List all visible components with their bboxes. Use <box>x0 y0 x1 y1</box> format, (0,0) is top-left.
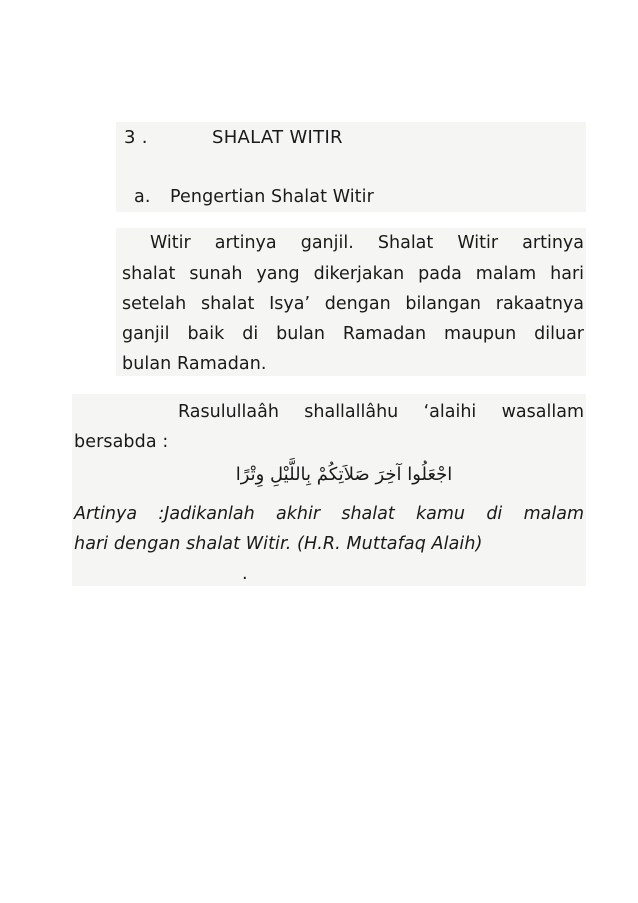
hadith-intro-line-2: bersabda : <box>74 432 169 452</box>
definition-line-5: bulan Ramadan. <box>122 354 267 374</box>
trailing-mark: . <box>242 564 248 584</box>
definition-line-4: ganjil baik di bulan Ramadan maupun diluar <box>122 324 584 344</box>
translation-line-1: Artinya :Jadikanlah akhir shalat kamu di malam <box>74 504 584 524</box>
hadith-intro-line-1: Rasulullaâh shallallâhu ‘alaihi wasallam <box>178 402 584 422</box>
section-number: 3 . <box>124 127 148 148</box>
subsection-title: Pengertian Shalat Witir <box>170 187 374 207</box>
section-title: SHALAT WITIR <box>212 127 343 148</box>
hadith-shade <box>72 394 586 586</box>
subsection-label: a. <box>134 187 151 207</box>
translation-line-2: hari dengan shalat Witir. (H.R. Muttafaq Alaih) <box>74 534 483 554</box>
definition-line-3: setelah shalat Isya’ dengan bilangan rakaatnya <box>122 294 584 314</box>
definition-line-2: shalat sunah yang dikerjakan pada malam hari <box>122 264 584 284</box>
arabic-hadith: اجْعَلُوا آخِرَ صَلاَتِكُمْ بِاللَّيْلِ وِتْرًا <box>235 464 453 485</box>
definition-line-1: Witir artinya ganjil. Shalat Witir artinya <box>150 233 584 253</box>
